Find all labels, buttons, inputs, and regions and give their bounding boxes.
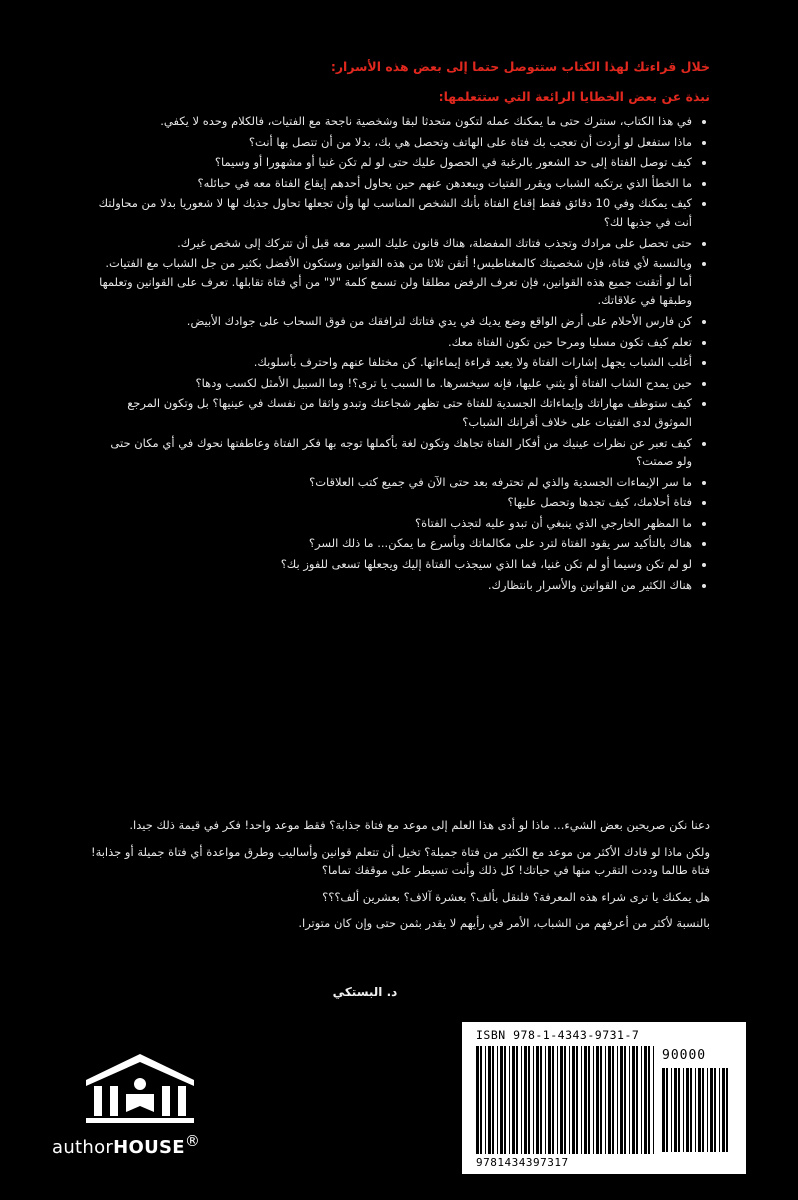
author-name: د. البستكي (332, 985, 398, 999)
price-barcode-icon (662, 1068, 732, 1154)
list-item: • كيف توصل الفتاة إلى حد الشعور بالرغبة في الحصول عليك حتى لو لم تكن غنيا أو مشهورا أو وسيما؟ (92, 153, 692, 172)
list-item: • ما سر الإيماءات الجسدية والذي لم تحترفه بعد حتى الآن في جميع كتب العلاقات؟ (92, 473, 692, 492)
publisher-name (52, 1132, 252, 1158)
closing-paragraph: ولكن ماذا لو قادك الأكثر من موعد مع الكثير من فتاة جميلة؟ تخيل أن تتعلم قوانين وأساليب وطرق مواعدة أي فتاة جميلة أو جذابة! فتاة طالما وددت التقرب منها في حياتك! كل ذلك وأنت تسيطر على موقفك تماما؟ (90, 844, 710, 878)
closing-text (90, 816, 710, 941)
closing-paragraph: هل يمكنك يا ترى شراء هذه المعرفة؟ فلنقل بألف؟ بعشرة آلاف؟ بعشرين ألف؟؟؟ (322, 889, 710, 904)
list-item: • كن فارس الأحلام على أرض الواقع وضع يديك في يدي فتاتك لترافقك من فوق السحاب على جوادك الأبيض. (92, 312, 692, 331)
registered-mark: ® (184, 1132, 201, 1150)
feature-list (92, 112, 710, 596)
publisher-name-light: author (52, 1137, 114, 1158)
authorhouse-logo-icon (80, 1050, 200, 1128)
list-item: • لو لم تكن وسيما أو لم تكن غنيا، فما الذي سيجذب الفتاة إليك ويجعلها تسعى للفوز بك؟ (92, 555, 692, 574)
closing-paragraph: دعنا نكن صريحين بعض الشيء... ماذا لو أدى هذا العلم إلى موعد مع فتاة جذابة؟ فقط موعد واحد! فكر في قيمة ذلك جيدا. (129, 818, 710, 832)
intro-heading (90, 52, 710, 112)
list-item: • هناك الكثير من القوانين والأسرار بانتظارك. (92, 576, 692, 595)
list-item: • أغلب الشباب يجهل إشارات الفتاة ولا يعيد قراءة إيماءاتها. كن مختلفا عنهم واحترف بأسلوبك. (92, 353, 692, 372)
closing-paragraph: بالنسبة لأكثر من أعرفهم من الشباب، الأمر في رأيهم لا يقدر بثمن حتى وإن كان متوترا. (298, 916, 710, 931)
publisher-name-bold: HOUSE (113, 1137, 185, 1158)
list-item: • فتاة أحلامك، كيف تجدها وتحصل عليها؟ (92, 493, 692, 512)
barcode (462, 1022, 746, 1174)
price-code: 90000 (662, 1048, 707, 1063)
list-item: • كيف تعبر عن نظرات عينيك من أفكار الفتاة تجاهك وتكون لغة بأكملها توجه بها فكر الفتاة وعاطفتها نحوك في أي مكان حتى ولو صمتت؟ (92, 434, 692, 471)
list-item: • حتى تحصل على مرادك وتجذب فتاتك المفضلة، هناك قانون عليك السير معه قبل أن تتركك إلى شخص غيرك. (92, 234, 692, 253)
publisher-logo (52, 1050, 252, 1160)
isbn-digits: 9781434397317 (476, 1156, 569, 1169)
isbn-text: ISBN 978-1-4343-9731-7 (476, 1028, 640, 1042)
list-item: • كيف ستوظف مهاراتك وإيماءاتك الجسدية للفتاة حتى تظهر شجاعتك وتبدو واثقا من نفسك في عينيها؟ بل وتكون المرجع الموثوق لدى الفتيات على خلاف أقرانك الشباب؟ (92, 394, 692, 431)
list-item: • ما الخطأ الذي يرتكبه الشباب ويقرر الفتيات ويبعدهن عنهم حين يحاول أحدهم إيقاع الفتاة معه في حبائله؟ (92, 174, 692, 193)
list-item: • تعلم كيف تكون مسليا ومرحا حين تكون الفتاة معك. (92, 333, 692, 352)
list-item: • حين يمدح الشاب الفتاة أو يثني عليها، فإنه سيخسرها. ما السبب يا ترى؟! وما السبيل الأمثل لكسب ودها؟ (92, 374, 692, 393)
list-item: • هناك بالتأكيد سر يقود الفتاة لترد على مكالماتك وبأسرع ما يمكن... ما ذلك السر؟ (92, 534, 692, 553)
barcode-bars-icon (476, 1046, 656, 1156)
intro-line-1: خلال قراءتك لهذا الكتاب ستتوصل حتما إلى بعض هذه الأسرار: (330, 59, 710, 74)
list-item: • ماذا ستفعل لو أردت أن تعجب بك فتاة على الهاتف وتحصل هي بك، بدلا من أن تتصل بها أنت؟ (92, 133, 692, 152)
list-item: • كيف يمكنك وفي 10 دقائق فقط إقناع الفتاة بأنك الشخص المناسب لها وأن تجعلها تحاول جذبك لها لا شعوريا بدلا من محاولتك أنت في جذبها لك؟ (92, 194, 692, 231)
intro-line-2: نبذة عن بعض الخطايا الرائعة التي ستتعلمها: (438, 89, 710, 104)
list-item: • في هذا الكتاب، سنترك حتى ما يمكنك عمله لتكون متحدثا لبقا وشخصية ناجحة مع الفتيات، فالكلام وحده لا يكفي. (92, 112, 692, 131)
list-item: • ما المظهر الخارجي الذي ينبغي أن تبدو عليه لتجذب الفتاة؟ (92, 514, 692, 533)
list-item: • وبالنسبة لأي فتاة، فإن شخصيتك كالمغناطيس! أتقن ثلاثا من هذه القوانين وستكون الأفضل بكثير من جل الشباب مع الفتيات. أما لو أتقنت جميع هذه القوانين، فإن تعرف الرفض مطلقا ولن تسمع كلمة "لا" من أي فتاة تقابلها. تعرف على القوانين وتعلمها وطبقها في علاقاتك. (92, 254, 692, 310)
